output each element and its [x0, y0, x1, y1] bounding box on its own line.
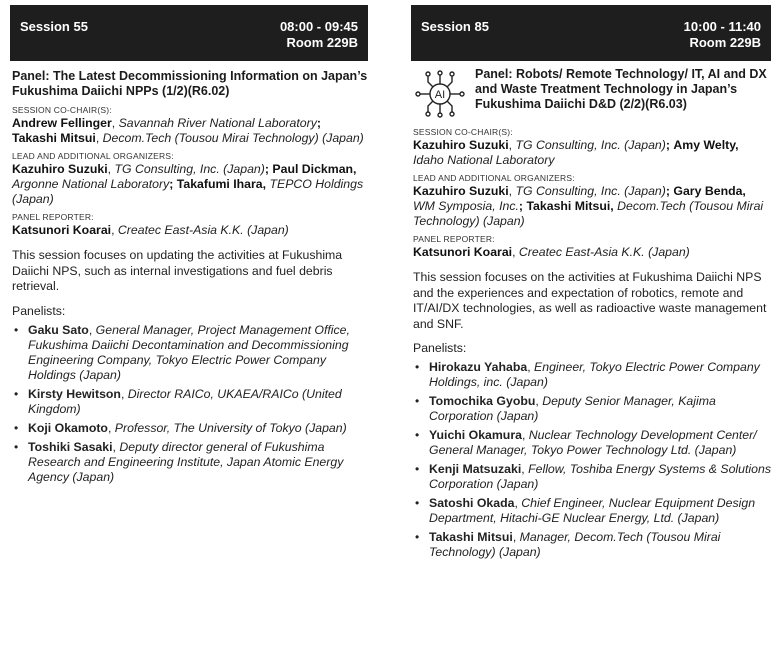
session-number: Session 85 — [421, 19, 489, 34]
person-name: Kazuhiro Suzuki — [12, 162, 108, 176]
person-name: Takafumi Ihara, — [176, 177, 267, 191]
person-name: Paul Dickman, — [272, 162, 357, 176]
person-affiliation: TG Consulting, Inc. (Japan) — [515, 184, 666, 198]
person-affiliation: Savannah River National Laboratory — [118, 116, 317, 130]
panelist-item: • Toshiki Sasaki, Deputy director general of Fukushima Research and Engineering Institute, Japan Atomic Energy Agency (Japan) — [12, 440, 368, 485]
panelist-item: • Koji Okamoto, Professor, The University of Tokyo (Japan) — [12, 421, 368, 436]
session-time-room — [280, 19, 358, 51]
organizers-label: LEAD AND ADDITIONAL ORGANIZERS: — [413, 173, 575, 183]
person-name: Gaku Sato — [28, 322, 89, 337]
session-85-card — [411, 5, 771, 564]
person-affiliation: Professor, The University of Tokyo (Japan) — [114, 420, 347, 435]
person-name: Koji Okamoto — [28, 420, 108, 435]
person-name: Satoshi Okada — [429, 496, 515, 510]
person-name: Hirokazu Yahaba — [429, 360, 528, 374]
person-affiliation: Director RAICo, UKAEA/RAICo (United Kingdom) — [28, 386, 342, 416]
panelist-item: • Yuichi Okamura, Nuclear Technology Development Center/ General Manager, Tokyo Power Technology Ltd. (Japan) — [413, 428, 771, 458]
co-chairs: Kazuhiro Suzuki, TG Consulting, Inc. (Japan); Amy Welty, Idaho National Laboratory — [413, 138, 739, 167]
person-name: Katsunori Koarai — [413, 245, 513, 259]
person-affiliation: Idaho National Laboratory — [413, 153, 555, 167]
panelist-item: • Satoshi Okada, Chief Engineer, Nuclear Equipment Design Department, Hitachi-GE Nuclear Energy, Ltd. (Japan) — [413, 496, 771, 526]
session-description: This session focuses on updating the activities at Fukushima Daiichi NPS, such as internal investigations and fuel debris retrieval. — [12, 248, 343, 293]
panelists-list — [10, 323, 368, 485]
session-time: 08:00 - 09:45 — [279, 19, 358, 34]
organizers-label: LEAD AND ADDITIONAL ORGANIZERS: — [12, 151, 174, 161]
person-affiliation: Createc East-Asia K.K. (Japan) — [518, 245, 690, 259]
person-name: Andrew Fellinger — [12, 116, 112, 130]
session-time-room — [684, 19, 761, 51]
session-header — [10, 5, 368, 61]
person-affiliation: Deputy Senior Manager, Kajima Corporation (Japan) — [429, 394, 716, 423]
session-title: Panel: Robots/ Remote Technology/ IT, AI and DX and Waste Treatment Technology in Japan’s Fukushima Daiichi D&D (2/2)(R6.03) — [475, 67, 767, 111]
session-55-card — [10, 5, 368, 489]
person-affiliation: Engineer, Tokyo Electric Power Company Holdings, inc. (Japan) — [429, 360, 760, 389]
person-affiliation: Manager, Decom.Tech (Tousou Mirai Technology) (Japan) — [429, 530, 721, 559]
organizers: Kazuhiro Suzuki, TG Consulting, Inc. (Japan); Gary Benda, WM Symposia, Inc.; Takashi Mitsui, Decom.Tech (Tousou Mirai Technology) (Japan) — [413, 184, 764, 228]
person-name: Amy Welty, — [673, 138, 739, 152]
person-name: Kirsty Hewitson — [28, 386, 121, 401]
person-affiliation: TEPCO Holdings (Japan) — [12, 177, 364, 206]
person-affiliation: WM Symposia, Inc. — [413, 199, 519, 213]
co-chairs-label: SESSION CO-CHAIR(S): — [12, 105, 112, 115]
reporter: Katsunori Koarai, Createc East-Asia K.K. (Japan) — [12, 223, 289, 237]
person-affiliation: Deputy director general of Fukushima Research and Engineering Institute, Japan Atomic Energy Agency (Japan) — [28, 439, 344, 484]
panelist-item: • Kenji Matsuzaki, Fellow, Toshiba Energy Systems & Solutions Corporation (Japan) — [413, 462, 771, 492]
person-name: Yuichi Okamura — [429, 428, 522, 442]
title-row — [413, 67, 771, 121]
panelists-label: Panelists: — [12, 303, 66, 318]
person-name: Toshiki Sasaki — [28, 439, 113, 454]
reporter-label: PANEL REPORTER: — [413, 234, 495, 244]
person-affiliation: Fellow, Toshiba Energy Systems & Solutions Corporation (Japan) — [429, 462, 771, 491]
person-name: Takashi Mitsui — [429, 530, 513, 544]
session-description: This session focuses on the activities at Fukushima Daiichi NPS and the experiences and expectation of robotics, remote and IT/AI/DX technologies, as well as radioactive waste management and SNF. — [413, 270, 767, 331]
person-affiliation: TG Consulting, Inc. (Japan) — [114, 162, 265, 176]
person-affiliation: TG Consulting, Inc. (Japan) — [515, 138, 666, 152]
panelist-item: • Kirsty Hewitson, Director RAICo, UKAEA/RAICo (United Kingdom) — [12, 387, 368, 417]
person-affiliation: Decom.Tech (Tousou Mirai Technology) (Japan) — [413, 199, 764, 228]
session-number: Session 55 — [20, 19, 88, 34]
person-name: Gary Benda, — [673, 184, 746, 198]
panelist-item: • Hirokazu Yahaba, Engineer, Tokyo Electric Power Company Holdings, inc. (Japan) — [413, 360, 771, 390]
person-affiliation: Argonne National Laboratory — [12, 177, 170, 191]
person-affiliation: Decom.Tech (Tousou Mirai Technology) (Japan) — [102, 131, 364, 145]
person-name: Tomochika Gyobu — [429, 394, 536, 408]
session-title: Panel: The Latest Decommissioning Information on Japan’s Fukushima Daiichi NPPs (1/2)(R6.02) — [12, 69, 368, 98]
svg-text:AI: AI — [434, 89, 446, 101]
session-room: Room 229B — [689, 35, 761, 50]
panelist-item: • Takashi Mitsui, Manager, Decom.Tech (Tousou Mirai Technology) (Japan) — [413, 530, 771, 560]
person-name: Katsunori Koarai — [12, 223, 112, 237]
reporter-label: PANEL REPORTER: — [12, 212, 94, 222]
reporter: Katsunori Koarai, Createc East-Asia K.K. (Japan) — [413, 245, 690, 259]
organizers: Kazuhiro Suzuki, TG Consulting, Inc. (Japan); Paul Dickman, Argonne National Laboratory; Takafumi Ihara, TEPCO Holdings (Japan) — [12, 162, 364, 206]
person-affiliation: Nuclear Technology Development Center/ General Manager, Tokyo Power Technology Ltd. (Japan) — [429, 428, 757, 457]
person-name: Takashi Mitsui — [12, 131, 96, 145]
person-name: Kazuhiro Suzuki — [413, 184, 509, 198]
session-room: Room 229B — [286, 35, 358, 50]
session-header — [411, 5, 771, 61]
person-affiliation: Chief Engineer, Nuclear Equipment Design Department, Hitachi-GE Nuclear Energy, Ltd. (Japan) — [429, 496, 756, 525]
person-name: Kazuhiro Suzuki — [413, 138, 509, 152]
panelist-item: • Tomochika Gyobu, Deputy Senior Manager, Kajima Corporation (Japan) — [413, 394, 771, 424]
person-name: Takashi Mitsui, — [526, 199, 614, 213]
session-time: 10:00 - 11:40 — [683, 19, 761, 34]
panelist-item: • Gaku Sato, General Manager, Project Management Office, Fukushima Daiichi Decontamination and Decommissioning Engineering Company, Tokyo Electric Power Company Holdings (Japan) — [12, 323, 368, 383]
ai-network-icon — [413, 67, 467, 121]
person-name: Kenji Matsuzaki — [429, 462, 522, 476]
co-chairs: Andrew Fellinger, Savannah River National Laboratory; Takashi Mitsui, Decom.Tech (Tousou Mirai Technology) (Japan) — [12, 116, 364, 145]
panelists-label: Panelists: — [413, 341, 467, 355]
person-affiliation: Createc East-Asia K.K. (Japan) — [117, 223, 289, 237]
co-chairs-label: SESSION CO-CHAIR(S): — [413, 127, 513, 137]
person-affiliation: General Manager, Project Management Office, Fukushima Daiichi Decontamination and Decommissioning Engineering Company, Tokyo Electric Power Company Holdings (Japan) — [28, 322, 350, 382]
panelists-list — [411, 360, 771, 560]
